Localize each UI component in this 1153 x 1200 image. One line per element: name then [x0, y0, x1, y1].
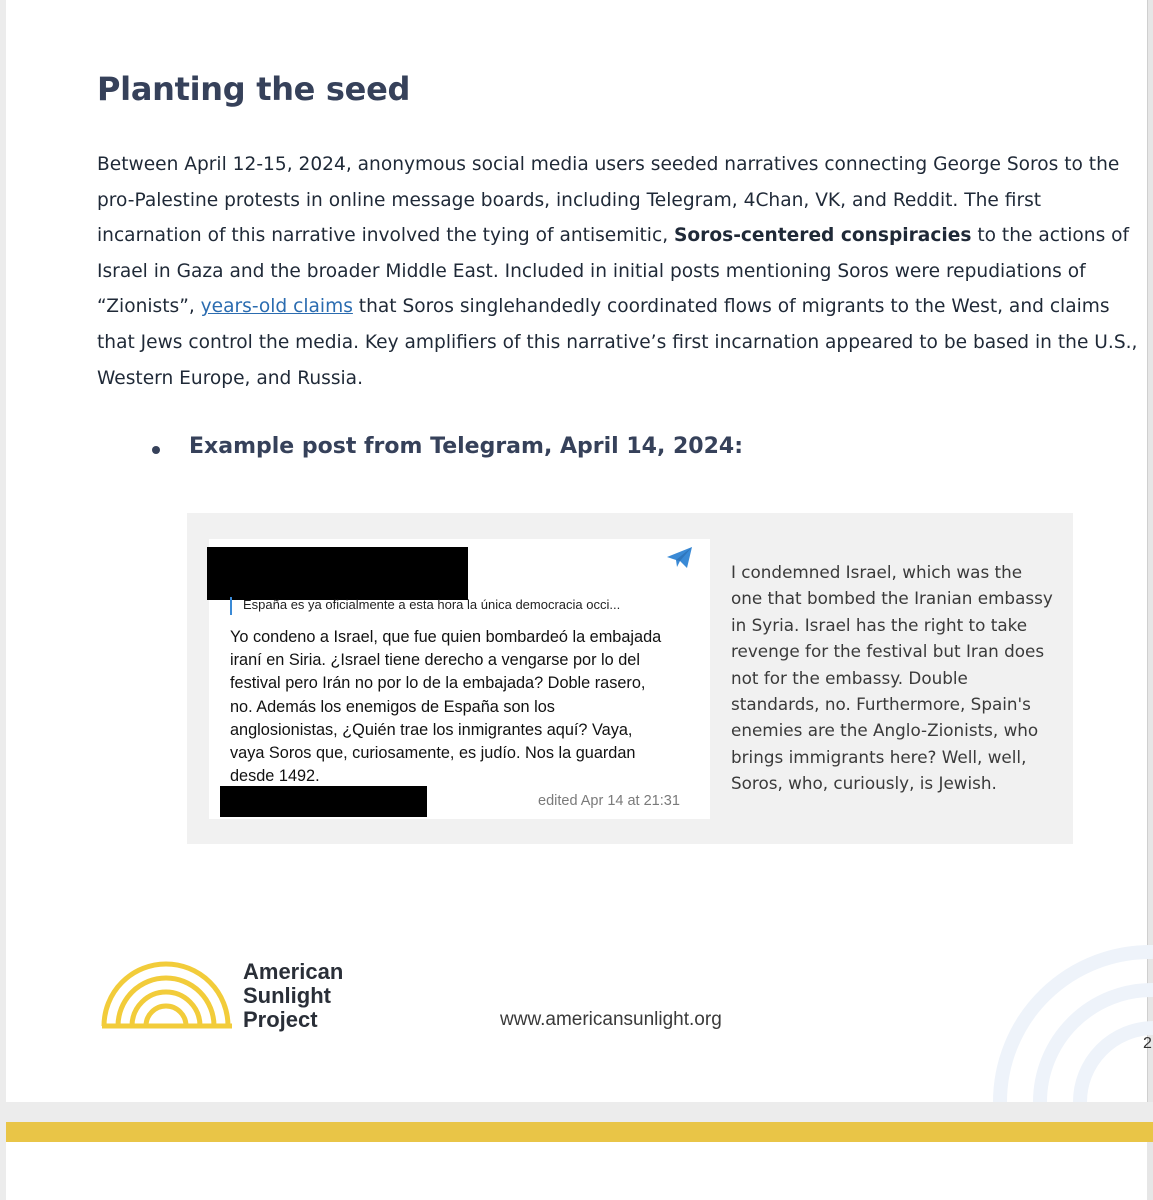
redaction-block-footer — [220, 786, 427, 817]
paragraph-line-3-end: to the actions of — [971, 225, 1130, 247]
english-translation — [731, 559, 1071, 797]
example-bullet: Example post from Telegram, April 14, 2024: — [189, 434, 743, 459]
translation-line: I condemned Israel, which was the — [731, 562, 1023, 582]
telegram-send-icon — [666, 546, 694, 570]
section-heading: Planting the seed — [97, 70, 411, 108]
reply-quote-bar — [230, 597, 232, 615]
telegram-message — [230, 626, 700, 788]
message-line: Yo condeno a Israel, que fue quien bombardeó la embajada — [230, 628, 662, 646]
decorative-arcs-icon — [980, 930, 1153, 1102]
next-page — [6, 1142, 1147, 1200]
paragraph-line-4: Israel in Gaza and the broader Middle East. Included in initial posts mentioning Soros were repudiations of — [97, 260, 1086, 282]
organization-name — [243, 960, 343, 1032]
paragraph-line-2: pro-Palestine protests in online message boards, including Telegram, 4Chan, VK, and Reddit. The first — [97, 189, 1042, 211]
translation-line: revenge for the festival but Iran does — [731, 641, 1045, 662]
paragraph-line-5-end: that Soros singlehandedly coordinated flows of migrants to the West, and claims — [352, 296, 1110, 318]
soros-conspiracies-bold: Soros-centered conspiracies — [674, 225, 972, 247]
message-line: anglosionistas, ¿Quién trae los inmigrantes aquí? Vaya, — [230, 720, 633, 739]
next-page-yellow-band — [6, 1122, 1153, 1142]
org-name-line: Project — [243, 1007, 318, 1032]
paragraph-line-3 — [97, 218, 1153, 254]
intro-paragraph — [97, 147, 1153, 396]
message-line: desde 1492. — [230, 767, 320, 786]
page-gap — [0, 1102, 1153, 1122]
org-name-line: Sunlight — [243, 983, 331, 1008]
translation-line: enemies are the Anglo-Zionists, who — [731, 720, 1039, 741]
reply-preview: España es ya oficialmente a esta hora la única democracia occi... — [243, 597, 621, 612]
bullet-dot-icon — [152, 446, 160, 454]
message-line: no. Además los enemigos de España son los — [230, 697, 555, 716]
translation-line: Soros, who, curiously, is Jewish. — [731, 773, 997, 794]
page-number: 2 — [1143, 1035, 1152, 1052]
message-line: iraní en Siria. ¿Israel tiene derecho a vengarse por lo del — [230, 651, 640, 670]
translation-line: one that bombed the Iranian embassy — [731, 588, 1053, 609]
message-line: vaya Soros que, curiosamente, es judío. Nos la guardan — [230, 744, 636, 763]
redaction-block-username — [207, 547, 468, 600]
paragraph-line-3-start: incarnation of this narrative involved the tying of antisemitic, — [97, 225, 675, 247]
paragraph-line-5 — [97, 289, 1153, 325]
translation-line: not for the embassy. Double — [731, 667, 968, 688]
translation-line: in Syria. Israel has the right to take — [731, 614, 1028, 635]
paragraph-line-7: Western Europe, and Russia. — [97, 367, 363, 389]
org-name-line: American — [243, 959, 344, 984]
paragraph-line-6: that Jews control the media. Key amplifiers of this narrative’s first incarnation appeared to be based in the U.S., — [97, 331, 1138, 353]
translation-line: brings immigrants here? Well, well, — [731, 746, 1027, 767]
message-timestamp: edited Apr 14 at 21:31 — [538, 793, 680, 809]
translation-line: standards, no. Furthermore, Spain's — [731, 694, 1031, 715]
message-line: festival pero Irán no por lo de la embajada? Doble rasero, — [230, 674, 646, 693]
page-left-edge — [0, 0, 6, 1102]
sunlight-logo-icon — [100, 958, 234, 1030]
paragraph-line-1: Between April 12-15, 2024, anonymous social media users seeded narratives connecting George Soros to the — [97, 154, 1120, 175]
years-old-claims-link[interactable]: years-old claims — [200, 296, 353, 318]
next-page-right-edge — [1147, 1142, 1153, 1200]
paragraph-line-5-start: “Zionists”, — [97, 296, 201, 318]
website-url[interactable]: www.americansunlight.org — [500, 1009, 722, 1030]
